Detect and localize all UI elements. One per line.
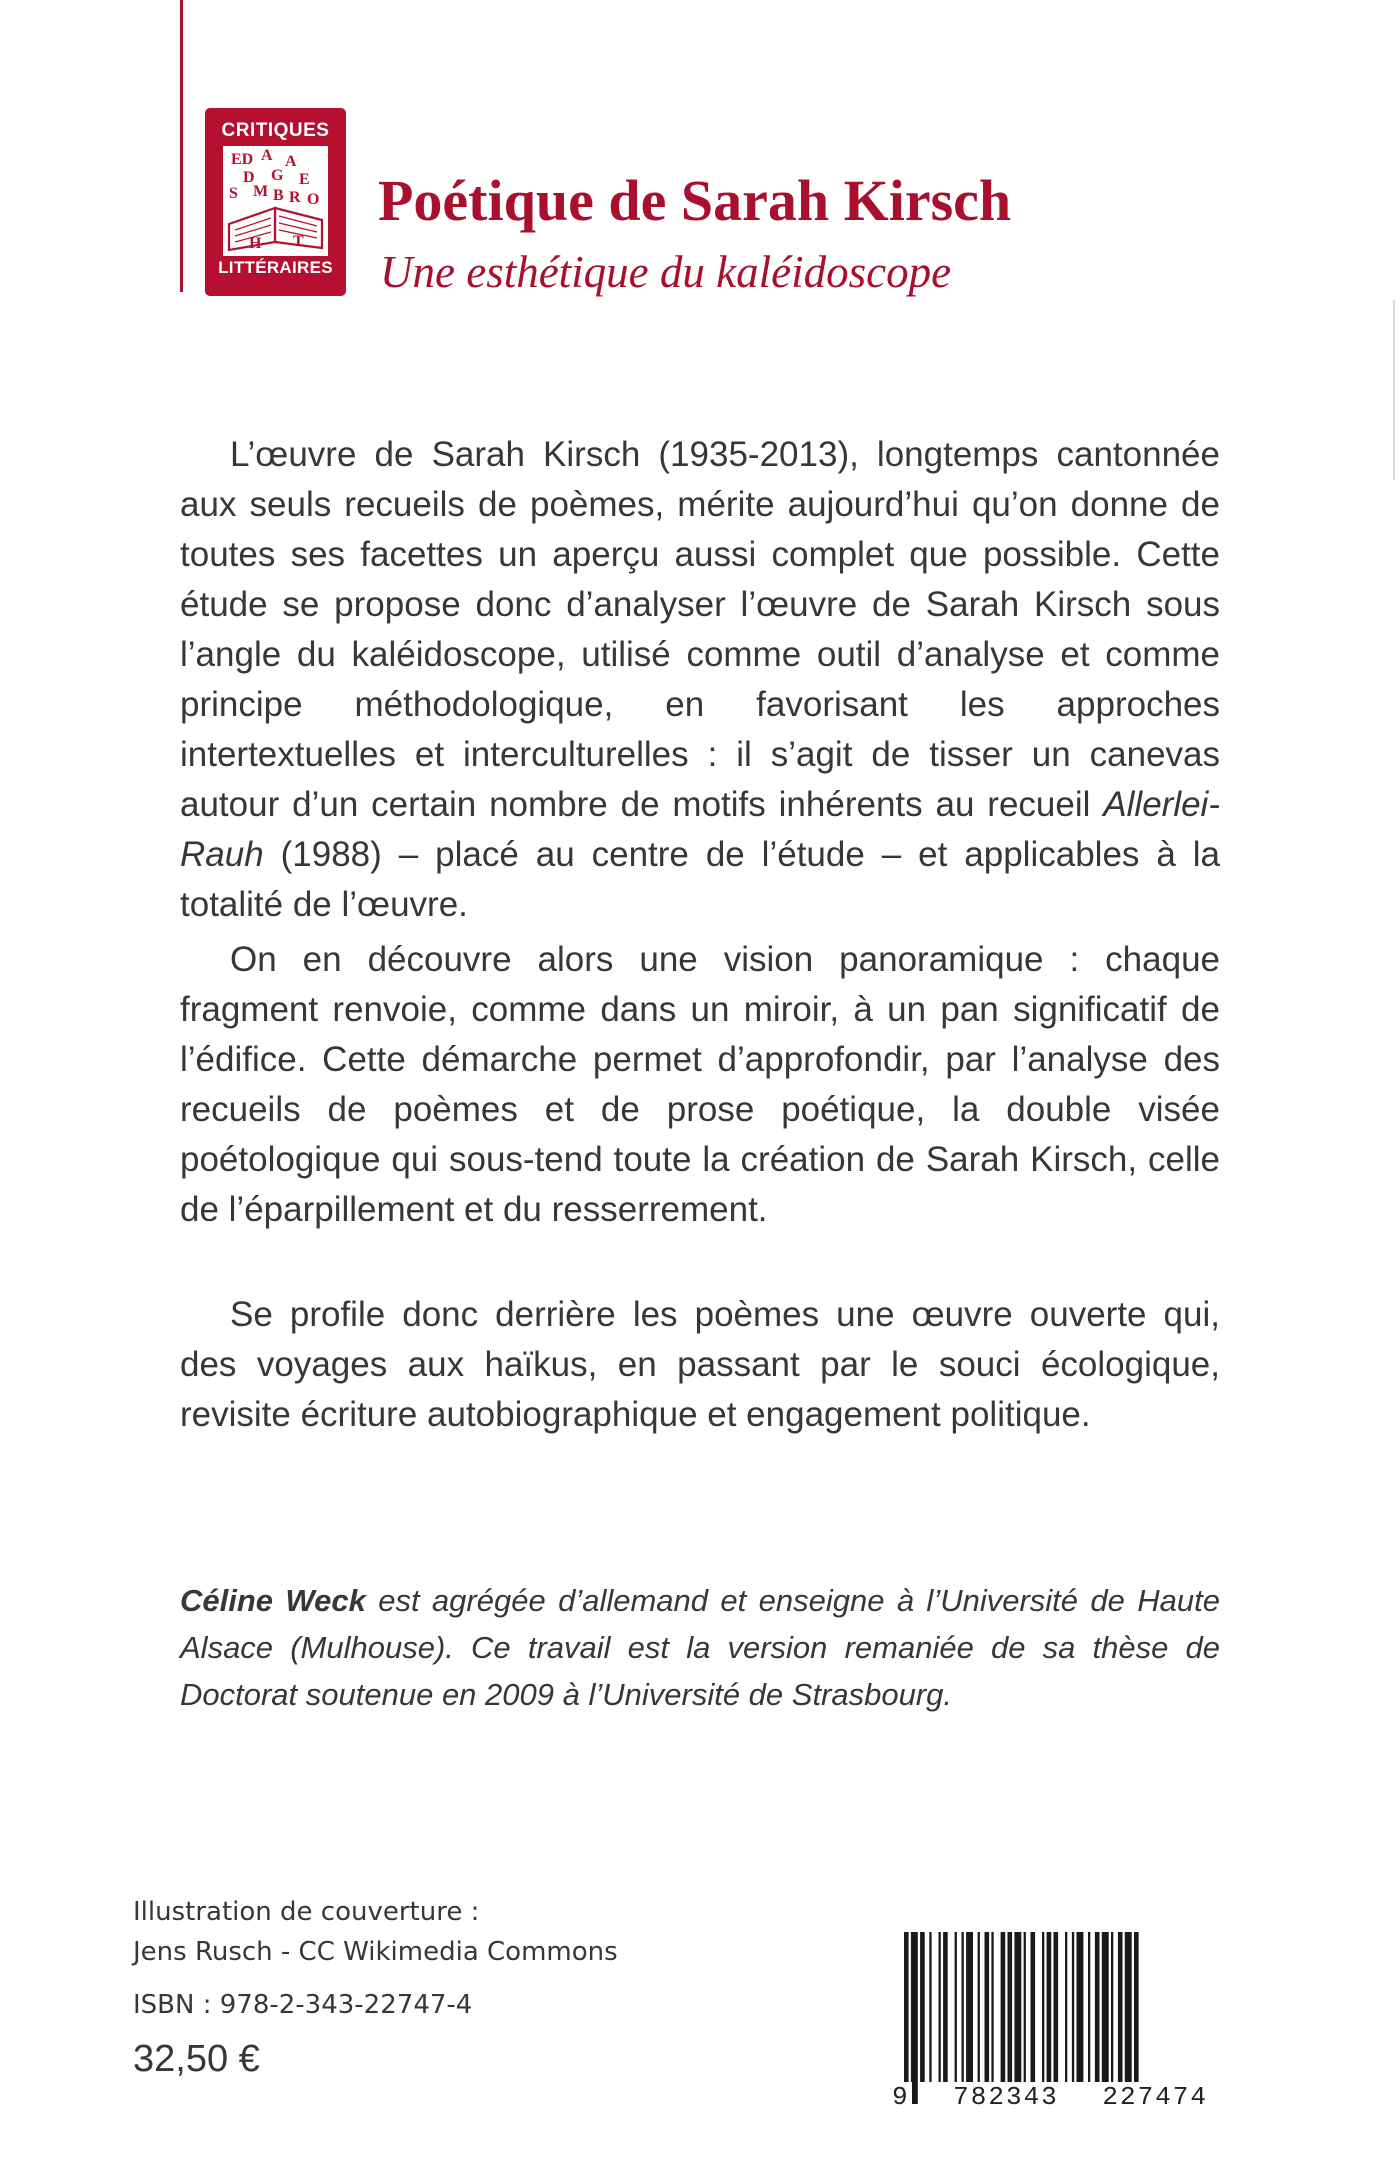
credit-line-2: Jens Rusch - CC Wikimedia Commons [133, 1937, 618, 1967]
barcode-bar [1001, 1932, 1006, 2082]
barcode-bar [1047, 1932, 1052, 2082]
barcode-bar [1111, 1932, 1113, 2082]
svg-text:G: G [271, 167, 284, 184]
barcode-bar [943, 1932, 948, 2082]
author-name: Céline Weck [180, 1583, 366, 1618]
price: 32,50 € [133, 2038, 260, 2080]
barcode-first-digit: 9 [892, 2082, 910, 2112]
barcode-bar [985, 1932, 990, 2082]
p1-italic-title: Allerlei-Rauh [180, 785, 1220, 874]
svg-text:E: E [299, 171, 310, 188]
barcode-bar [920, 1932, 925, 2082]
left-accent-rule [180, 0, 183, 292]
series-badge-line1: CRITIQUES [221, 120, 330, 141]
barcode-bar [1118, 1932, 1123, 2082]
p2-text: On en découvre alors une vision panoramique : chaque fragment renvoie, comme dans un miroir, à un pan significatif de l’édifice. Cette démarche permet d’approfondir, par l’analyse des recueils de poèmes et de prose poétique, la double visée poétologique qui sous-tend toute la création de Sarah Kirsch, celle de l’éparpillement et du resserrement. [180, 940, 1220, 1229]
book-subtitle: Une esthétique du kaléidoscope [380, 247, 952, 297]
barcode-bar [1042, 1932, 1044, 2082]
barcode-bar [966, 1932, 973, 2082]
barcode-bar [1008, 1932, 1013, 2082]
barcode-bar [911, 1932, 918, 2104]
barcode-digits [890, 2082, 1210, 2112]
svg-text:S: S [229, 185, 238, 202]
svg-text:D: D [243, 169, 255, 186]
barcode-bar [1024, 1932, 1026, 2104]
p1-text-start: L’œuvre de Sarah Kirsch (1935-2013), longtemps cantonnée aux seuls recueils de poèmes, mérite aujourd’hui qu’on donne de toutes ses facettes un aperçu aussi complet que possible. Cette étude se propose donc d’analyser l’œuvre de Sarah Kirsch sous l’angle du kaléidoscope, utilisé comme outil d’analyse et comme principe méthodologique, en favorisant les approches intertextuelles et interculturelles : il s’agit de tisser un canevas autour d’un certain nombre de motifs inhérents au recueil [180, 435, 1220, 824]
svg-text:M: M [253, 183, 269, 200]
summary-paragraph-1 [180, 430, 1220, 930]
p3-text: Se profile donc derrière les poèmes une œuvre ouverte qui, des voyages aux haïkus, en passant par le souci écologique, revisite écriture autobiographique et engagement politique. [180, 1295, 1220, 1434]
barcode-bar [1031, 1932, 1036, 2104]
isbn: ISBN : 978-2-343-22747-4 [133, 1990, 473, 2020]
svg-text:R: R [289, 189, 301, 206]
svg-text:A: A [285, 153, 297, 170]
barcode-bar [991, 1932, 993, 2082]
author-bio-text: est agrégée d’allemand et enseigne à l’Université de Haute Alsace (Mulhouse). Ce travail est la version remaniée de sa thèse de Doctorat soutenue en 2009 à l’Université de Strasbourg. [180, 1583, 1220, 1712]
barcode-bar [904, 1932, 909, 2104]
barcode-group-1: 782343 [953, 2082, 1059, 2112]
barcode-bar [1088, 1932, 1090, 2082]
credit-line-1: Illustration de couverture : [133, 1897, 480, 1927]
barcode-bar [1077, 1932, 1084, 2082]
barcode-bar [1065, 1932, 1067, 2082]
svg-text:B: B [273, 187, 284, 204]
illustration-credit [133, 1892, 733, 1972]
barcode-bar [939, 1932, 941, 2082]
barcode-bar [978, 1932, 980, 2082]
barcode-bar [955, 1932, 957, 2082]
barcode-bar [1054, 1932, 1059, 2082]
svg-text:H: H [249, 235, 262, 252]
summary-paragraph-2 [180, 935, 1220, 1235]
barcode-group-2: 227474 [1102, 2082, 1208, 2112]
barcode-bar [1072, 1932, 1074, 2082]
right-edge-rule [1393, 300, 1395, 480]
series-badge-line2: LITTÉRAIRES [218, 258, 333, 277]
svg-text:T: T [293, 233, 304, 250]
barcode-bar [1014, 1932, 1021, 2082]
p1-text-end: (1988) – placé au centre de l’étude – et applicables à la totalité de l’œuvre. [180, 835, 1220, 924]
open-book-icon [223, 146, 328, 256]
barcode-bar [1102, 1932, 1109, 2082]
author-bio [180, 1577, 1220, 1718]
svg-text:O: O [307, 191, 320, 208]
barcode-bar [962, 1932, 964, 2082]
summary-paragraph-3 [180, 1290, 1220, 1440]
series-badge [205, 108, 346, 296]
book-title: Poétique de Sarah Kirsch [378, 168, 1012, 233]
svg-text:A: A [261, 147, 273, 164]
barcode-bar [1134, 1932, 1139, 2104]
barcode-bar [1125, 1932, 1132, 2104]
svg-text:ED: ED [231, 151, 254, 168]
barcode-bar [1095, 1932, 1100, 2082]
barcode [902, 1932, 1194, 2104]
barcode-bar [929, 1932, 931, 2082]
